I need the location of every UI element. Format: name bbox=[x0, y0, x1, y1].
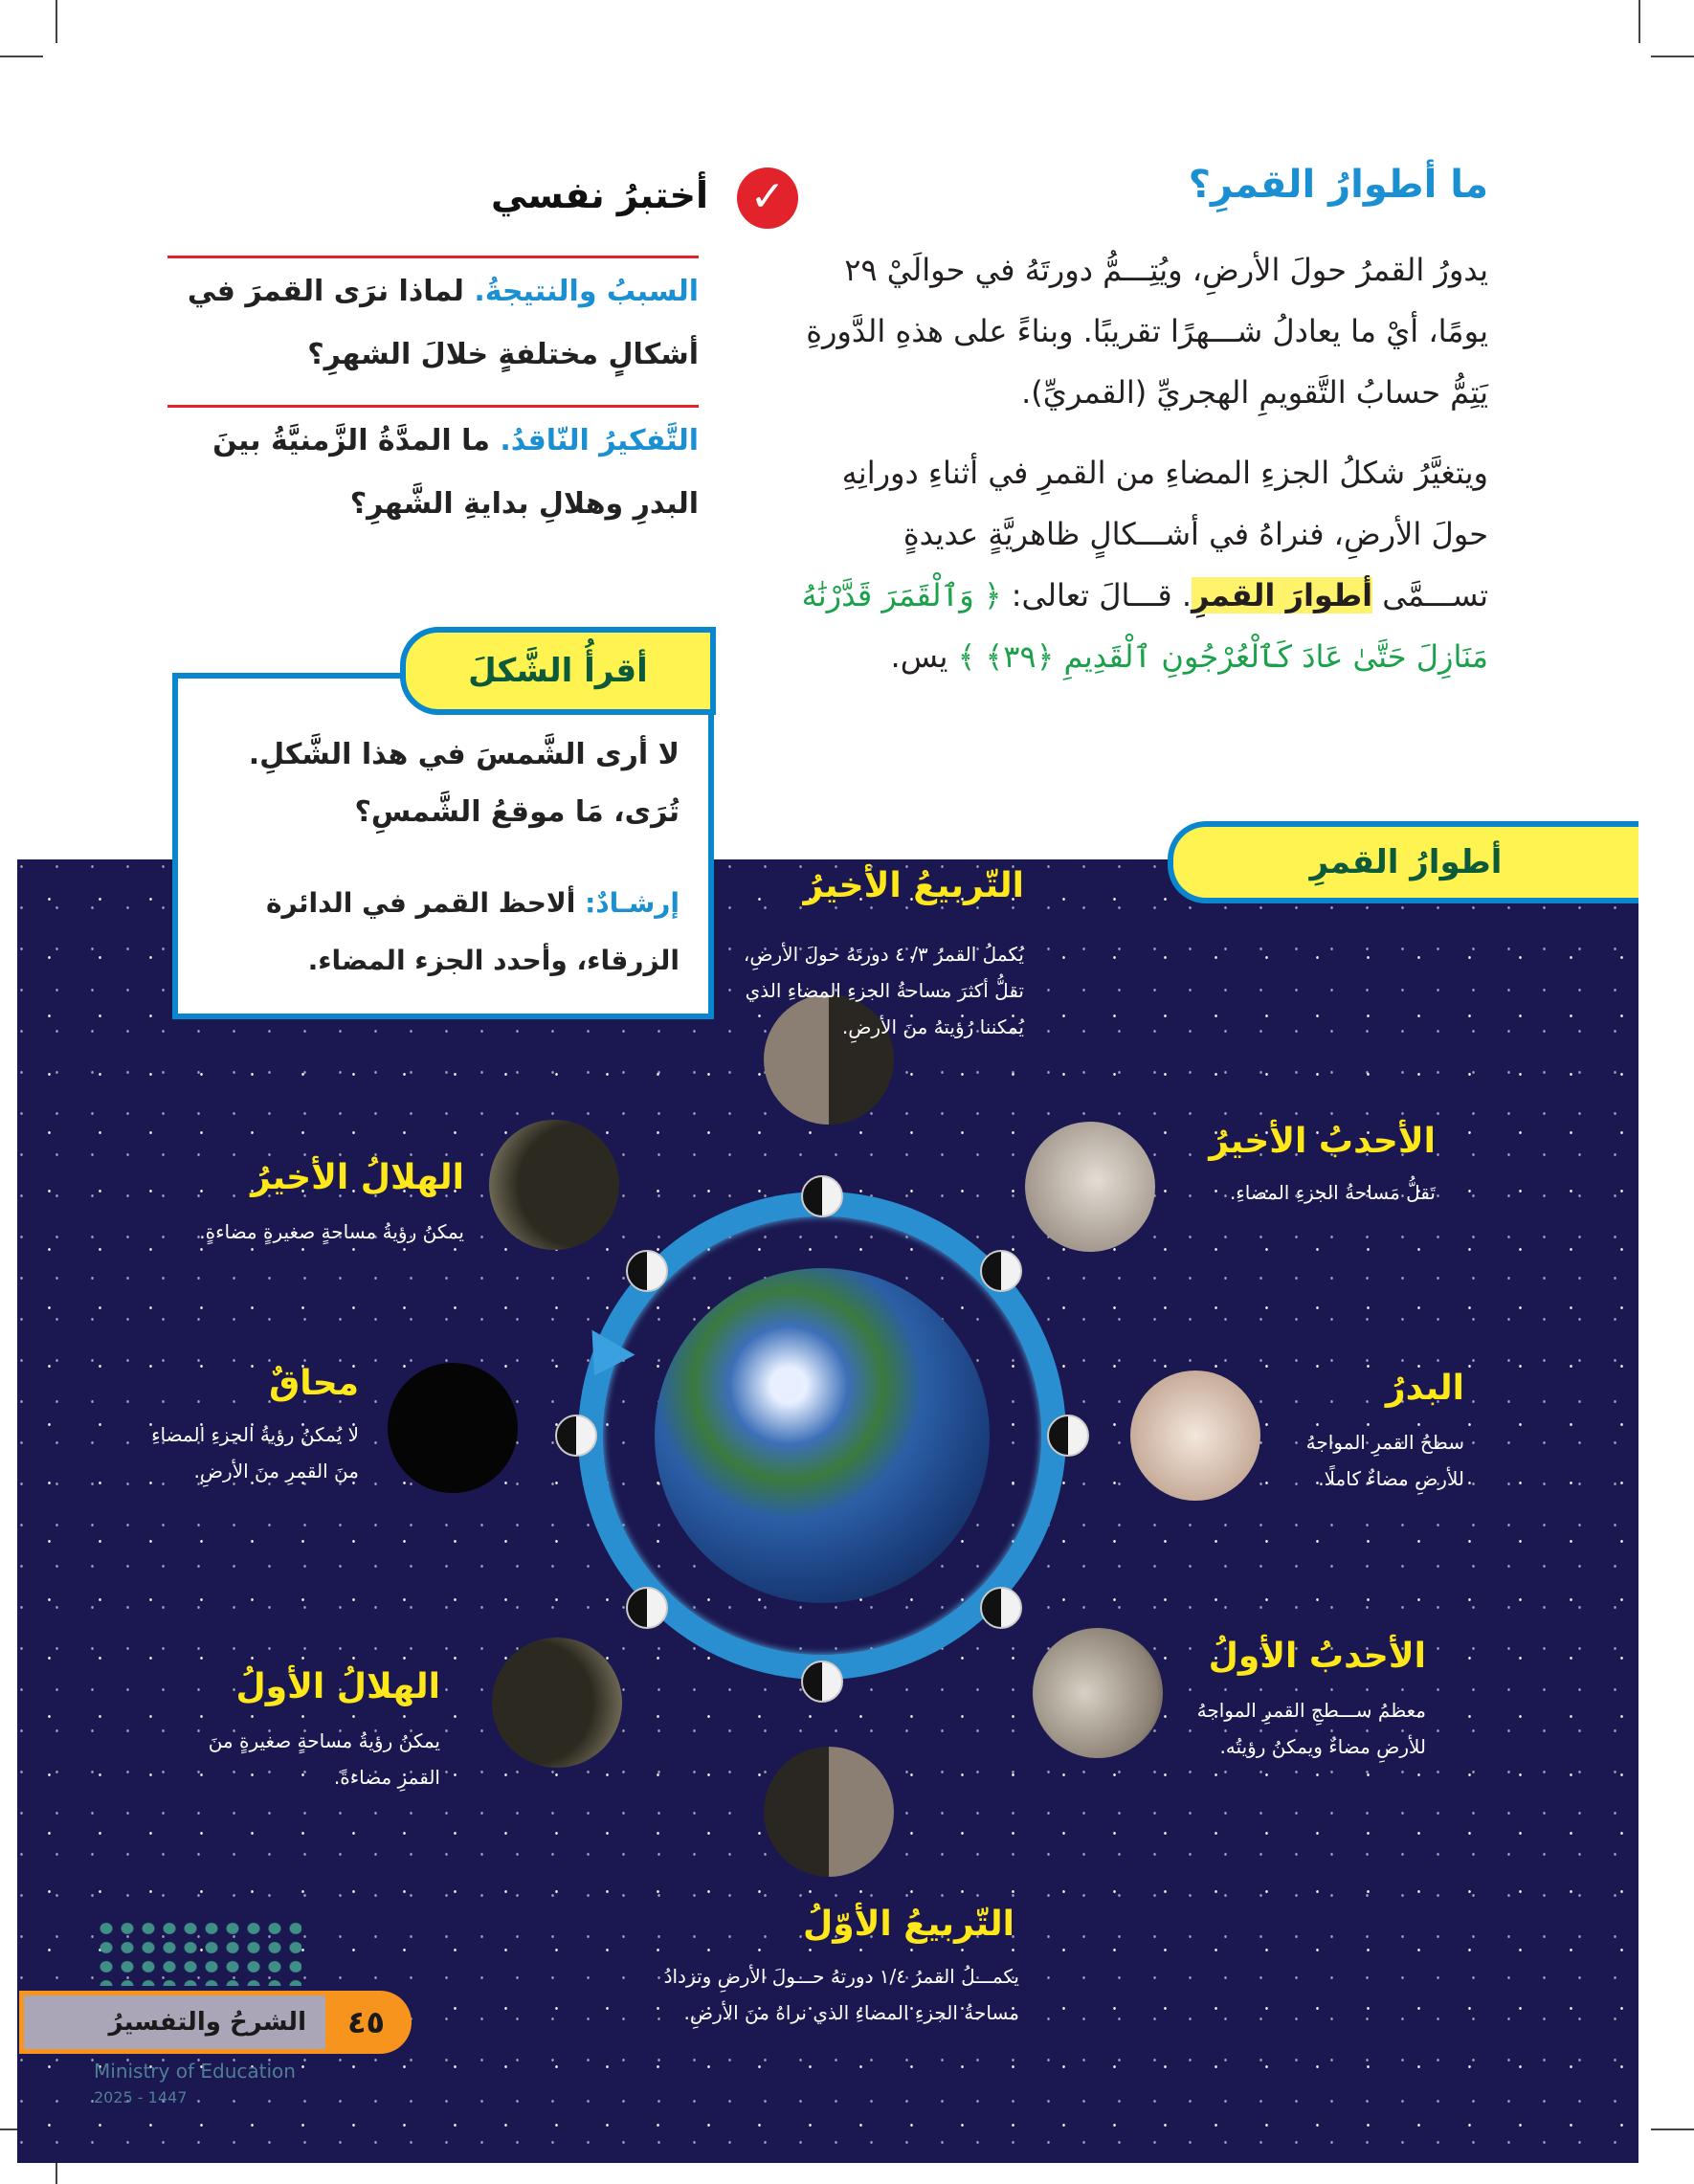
moon-waxing-gibbous bbox=[1033, 1628, 1163, 1758]
read-figure-box bbox=[172, 673, 714, 1019]
para-text: ويتغيَّرُ شكلُ الجزءِ المضاءِ من القمرِ في أثناءِ دورانِهِ حولَ الأرضِ، فنراهُ في أشـــكالٍ ظاهريَّةٍ عديدةٍ تســـمَّى bbox=[841, 455, 1488, 613]
moon-marker bbox=[980, 1587, 1022, 1629]
phase-desc-third-quarter bbox=[744, 936, 1024, 1045]
crop-mark bbox=[0, 56, 43, 57]
self-test-title: أختبرُ نفسي bbox=[490, 174, 708, 216]
read-figure-text: لا أرى الشَّمسَ في هذا الشَّكلِ. تُرَى، مَا موقعُ الشَّمسِ؟ bbox=[248, 738, 680, 829]
divider bbox=[167, 256, 699, 258]
phases-paragraph bbox=[799, 442, 1488, 687]
crop-mark bbox=[1638, 0, 1640, 43]
section-heading: ما أطوارُ القمرِ؟ bbox=[1188, 163, 1488, 207]
checkmark-icon: ✓ bbox=[737, 167, 798, 229]
desc-line: مساحةُ الجزءِ المضاءِ الذي نراهُ منَ الأرضِ. bbox=[683, 2001, 1019, 2024]
phase-desc-first-quarter bbox=[664, 1958, 1019, 2031]
phase-title-full-moon: البدرُ bbox=[1385, 1369, 1464, 1408]
figure-title-tab: أطوارُ القمرِ bbox=[1168, 821, 1638, 903]
phase-title-waxing-crescent: الهلالُ الأولُ bbox=[235, 1667, 440, 1706]
moon-waxing-crescent bbox=[492, 1638, 622, 1768]
surah-name: يس. bbox=[890, 638, 948, 675]
desc-line: تقلُّ أكثرَ مساحةُ الجزءِ المضاءِ الذي bbox=[745, 979, 1024, 1002]
moon-marker bbox=[626, 1250, 668, 1292]
question-text: لماذا نرَى القمرَ في أشكالٍ مختلفةٍ خلالَ الشهرِ؟ bbox=[187, 275, 699, 371]
intro-paragraph: يدورُ القمرُ حولَ الأرضِ، ويُتِـــمُّ دورتَهُ في حوالَيْ ٢٩ يومًا، أيْ ما يعادلُ شـــهرًا تقريبًا. وبناءً على هذهِ الدَّورةِ يَتِمُّ حسابُ التَّقويمِ الهجريِّ (القمريِّ). bbox=[806, 252, 1488, 411]
crop-mark bbox=[1651, 56, 1694, 57]
phase-desc-waning-crescent bbox=[199, 1214, 464, 1250]
hint-text: ألاحظ القمر في الدائرة الزرقاء، وأحدد الجزء المضاء. bbox=[266, 887, 680, 976]
crop-mark bbox=[1651, 2128, 1694, 2130]
read-figure-tab: أقرأُ الشَّكلَ bbox=[400, 627, 716, 715]
moon-marker bbox=[980, 1250, 1022, 1292]
desc-line: سطحُ القمرِ المواجهُ bbox=[1305, 1431, 1464, 1454]
desc-line: تَقلُّ مَساحةُ الجزءِ المضاءِ. bbox=[1229, 1181, 1436, 1204]
phase-title-waning-crescent: الهلالُ الأخيرُ bbox=[251, 1158, 464, 1197]
desc-line: للأرضِ مضاءٌ كاملًا. bbox=[1318, 1467, 1464, 1490]
ministry-logo-icon bbox=[96, 1919, 301, 1986]
desc-line: للأرضِ مضاءٌ ويمكنُ رؤيتُه. bbox=[1219, 1735, 1426, 1758]
question-critical-thinking bbox=[167, 410, 699, 536]
phase-title-third-quarter: التّربيعُ الأخيرُ bbox=[803, 866, 1024, 905]
desc-line: يمكنُ رؤيةُ مساحةٍ صغيرةٍ مضاءةٍ. bbox=[199, 1220, 464, 1243]
page-number: ٤٥ bbox=[346, 2004, 386, 2040]
main-text-column bbox=[799, 239, 1488, 687]
desc-line: يمكنُ رؤيةُ مساحةٍ صغيرةٍ منَ bbox=[208, 1729, 440, 1752]
section-label: الشرحُ والتفسيرُ bbox=[24, 1995, 325, 2049]
hint-label: إرشـادٌ: bbox=[585, 887, 680, 919]
watermark-text: Ministry of Education bbox=[94, 2060, 296, 2083]
crop-mark bbox=[56, 0, 57, 43]
page-footer-bar bbox=[19, 1991, 412, 2054]
desc-line: يكمـــلُ القمرُ ١/٤ دورتهُ حـــولَ الأرضِ وتزدادُ bbox=[663, 1965, 1019, 1988]
desc-line: منَ القمرِ منَ الأرضِ. bbox=[193, 1460, 359, 1482]
hint bbox=[201, 875, 680, 990]
question-label: السببُ والنتيجةُ. bbox=[474, 275, 699, 308]
desc-line: يُكملُ القمرُ ٣/ ٤ دورتَهُ حولَ الأرضِ، bbox=[743, 943, 1024, 966]
earth-image bbox=[655, 1268, 990, 1603]
desc-line: يُمكننا رُؤيتهُ منَ الأرضِ. bbox=[841, 1015, 1024, 1038]
highlight-term: أطوارَ القمرِ bbox=[1192, 577, 1373, 613]
phase-title-new-moon: محاقٌ bbox=[269, 1364, 359, 1403]
desc-line: معظمُ ســـطحِ القمرِ المواجهُ bbox=[1196, 1699, 1426, 1722]
moon-marker bbox=[555, 1415, 597, 1457]
moon-first-quarter bbox=[764, 1747, 894, 1877]
phase-title-waning-gibbous: الأحدبُ الأخيرُ bbox=[1209, 1122, 1436, 1161]
quran-verse: ﴿ وَٱلْقَمَرَ قَدَّرْنَٰهُ مَنَازِلَ حَتَّىٰ عَادَ كَٱلْعُرْجُونِ ٱلْقَدِيمِ ﴿٣٩﴾ ﴾ bbox=[801, 577, 1488, 675]
phase-title-waxing-gibbous: الأحدبُ الأولُ bbox=[1208, 1637, 1426, 1676]
phase-desc-waxing-gibbous bbox=[1197, 1692, 1426, 1765]
moon-marker bbox=[801, 1175, 843, 1217]
phase-desc-waxing-crescent bbox=[209, 1723, 440, 1795]
watermark-year: 2025 - 1447 bbox=[94, 2088, 188, 2106]
para-text: . قـــالَ تعالى: bbox=[1011, 577, 1192, 613]
moon-marker bbox=[626, 1587, 668, 1629]
moon-waning-crescent bbox=[489, 1120, 619, 1250]
moon-marker bbox=[801, 1660, 843, 1703]
moon-marker bbox=[1047, 1415, 1089, 1457]
question-label: التَّفكيرُ النّاقدُ. bbox=[500, 424, 699, 457]
desc-line: لا يُمكنُ رؤيةُ الجزءِ المضاءِ bbox=[151, 1423, 359, 1446]
phase-desc-waning-gibbous bbox=[1230, 1174, 1436, 1211]
moon-full bbox=[1130, 1371, 1260, 1501]
phase-desc-new-moon bbox=[151, 1416, 359, 1489]
question-text: ما المدَّةُ الزَّمنيَّةُ بينَ البدرِ وهلالِ بدايةِ الشَّهرِ؟ bbox=[212, 424, 699, 521]
moon-waning-gibbous bbox=[1025, 1122, 1155, 1252]
desc-line: القمرِ مضاءةً. bbox=[333, 1766, 440, 1789]
phase-desc-full-moon bbox=[1306, 1424, 1464, 1497]
divider bbox=[167, 405, 699, 408]
moon-new bbox=[388, 1363, 518, 1493]
phase-title-first-quarter: التّربيعُ الأوّلُ bbox=[802, 1905, 1014, 1944]
question-cause-effect bbox=[167, 260, 699, 387]
